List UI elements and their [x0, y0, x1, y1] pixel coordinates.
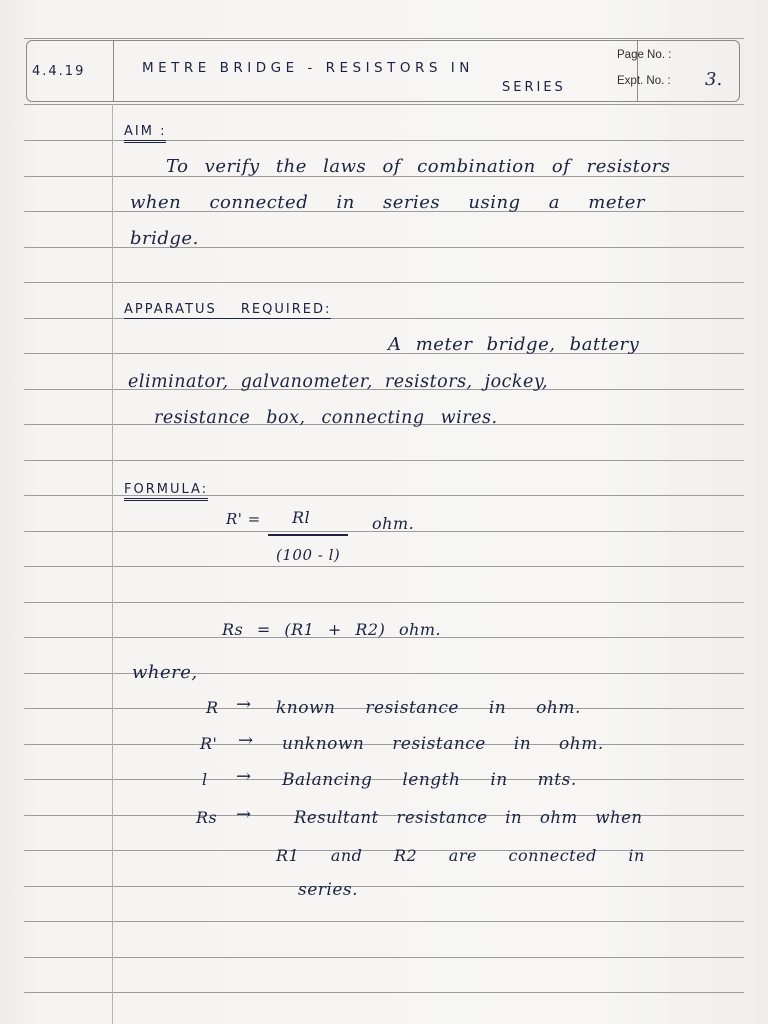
aim-line-2: when connected in series using a meter: [130, 192, 645, 213]
apparatus-line-1: A meter bridge, battery: [388, 334, 640, 355]
formula-heading: FORMULA:: [124, 482, 208, 501]
where-item-1-symbol: R: [206, 698, 219, 717]
aim-line-1: To verify the laws of combination of resistors: [166, 156, 671, 177]
rule-line: [24, 566, 744, 567]
formula-2: Rs = (R1 + R2) ohm.: [222, 620, 442, 639]
aim-line-3: bridge.: [130, 228, 199, 249]
where-item-4-arrow: →: [236, 804, 252, 825]
where-item-3-symbol: l: [202, 770, 208, 789]
rule-line: [24, 957, 744, 958]
where-item-1-arrow: →: [236, 694, 252, 715]
formula-1-fraction-bar: [268, 534, 348, 536]
expt-no-label: Expt. No. :: [617, 75, 671, 87]
where-item-4-continuation-2: series.: [298, 880, 359, 900]
where-item-1-desc: known resistance in ohm.: [276, 698, 581, 718]
formula-1-lhs: R' =: [226, 510, 261, 528]
formula-1-denominator: (100 - l): [276, 546, 341, 564]
where-label: where,: [132, 662, 198, 683]
formula-1-unit: ohm.: [372, 514, 415, 533]
formula-1-numerator: Rl: [292, 508, 311, 527]
rule-line: [24, 104, 744, 105]
margin-line: [112, 104, 113, 1024]
experiment-date: 4.4.19: [32, 64, 86, 79]
rule-line: [24, 992, 744, 993]
aim-heading: AIM :: [124, 124, 166, 143]
expt-no-value: 3.: [705, 69, 723, 90]
where-item-2-symbol: R': [200, 734, 218, 753]
where-item-4-continuation: R1 and R2 are connected in: [276, 846, 645, 865]
rule-line: [24, 602, 744, 603]
where-item-3-desc: Balancing length in mts.: [282, 770, 577, 790]
where-item-3-arrow: →: [236, 766, 252, 787]
ruled-lines: [24, 0, 768, 1024]
apparatus-line-3: resistance box, connecting wires.: [154, 408, 498, 428]
where-item-4-desc: Resultant resistance in ohm when: [294, 808, 643, 827]
experiment-title-line2: SERIES: [502, 80, 566, 95]
rule-line: [24, 460, 744, 461]
rule-line: [24, 38, 744, 39]
apparatus-heading: APPARATUS REQUIRED:: [124, 302, 332, 317]
apparatus-line-2: eliminator, galvanometer, resistors, jockey,: [128, 372, 549, 392]
rule-line: [24, 886, 744, 887]
where-item-4-symbol: Rs: [196, 808, 218, 827]
where-item-2-arrow: →: [238, 730, 254, 751]
rule-line: [24, 282, 744, 283]
rule-line: [24, 921, 744, 922]
experiment-title: METRE BRIDGE - RESISTORS IN: [142, 60, 474, 76]
where-item-2-desc: unknown resistance in ohm.: [282, 734, 604, 754]
page-number-cell: [609, 41, 739, 101]
page-no-label: Page No. :: [617, 49, 672, 61]
